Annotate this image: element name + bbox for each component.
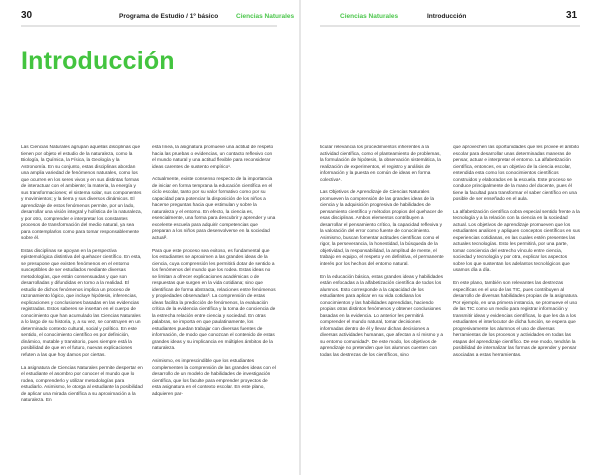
paragraph: La asignatura de Ciencias Naturales permite despertar en el estudiante el asombro por conocer el mundo que lo rodea, comprenderlo y utilizar metodologías para estudiarlo. Asimismo, le otorga al estudiante la posibilidad de aplicar una mirada científica a su aproximación a la naturaleza. En — [21, 365, 143, 404]
text-column-2 — [152, 145, 276, 467]
left-page-number: 30 — [21, 10, 33, 21]
right-subject-header: Ciencias Naturales — [340, 13, 399, 20]
paragraph: ticular relevancia los procedimientos inherentes a la actividad científica, como el planteamiento de problemas, la formulación de hipótesis, la observación sistemática, la realización de experimentos, el registro y análisis de información y la puesta en común de ideas en forma colectiva⁴. — [320, 145, 441, 183]
left-subject-header: Ciencias Naturales — [236, 13, 295, 20]
text-column-1 — [21, 145, 144, 467]
paragraph: Asimismo, es imprescindible que los estudiantes complementen la comprensión de las grandes ideas con el desarrollo de un modelo de habilidades de investigación científica, que los faculte para emprender proyectos de esta asignatura en el contexto escolar. En este plano, adquieren par- — [152, 359, 276, 397]
paragraph: Actualmente, existe consenso respecto de la importancia de iniciar en forma temprana la educación científica en el ciclo escolar, tanto por su valor formativo como por su capacidad para potenciar la disposición de los niños a hacerse preguntas hacia que estimulan y sobre la naturaleza y el entorno. En efecto, la ciencia es, esencialmente, una forma para descubrir y aprender y una excelente escuela para adquirir competencias que preparan a los niños para desenvolverse en la sociedad actual². — [152, 177, 276, 241]
right-running-header: Introducción — [427, 13, 467, 20]
page-title: Introducción — [21, 47, 175, 75]
paragraph: que aprovechen las oportunidades que les provee el ámbito escolar para desarrollar unas determinadas maneras de pensar, actuar e interpretar el entorno. La alfabetización científica, entonces, es un objetivo de la ciencia escolar, entendida esta como los conocimientos científicos construidos y elaborados en la escuela. Este proceso se conduce principalmente de la mano del docente, pues él tiene la facultad para transformar el saber científico en una posible de ser enseñado en el aula. — [453, 145, 579, 202]
right-header-rule — [320, 25, 580, 27]
paragraph: La alfabetización científica cobra especial sentido frente a la tecnología y a la relación con la ciencia en la sociedad actual. Los objetivos de aprendizaje promueven que los estudiantes analicen y apliquen conceptos científicos en sus experiencias cotidianas, en las cuales estén presentes las actuales tecnologías. Esto les permitirá, por una parte, tomar conciencia del estrecho vínculo entre ciencia, sociedad y tecnología y por otra, explicar los aspectos sobre los que sustentan los adelantos tecnológicos que usamos día a día. — [453, 209, 580, 274]
left-running-header: Programa de Estudio / 1º básico — [119, 13, 219, 20]
paragraph: En la educación básica, estas grandes ideas y habilidades están enfocadas a la alfabetización científica de todos los alumnos. Esto corresponde a la capacidad de los estudiantes para aplicar en su vida cotidiana los conocimientos y las habilidades aprendidas, haciendo propias otras distintos fenómenos y obtener conclusiones basadas en la evidencia. Lo anterior les permitirá comprender el mundo natural, tomar decisiones informadas dentro de él y llevar dichas decisiones a diversas actividades humanas, que afectan a sí mismo y a su entorno comunidad⁵. De este modo, los objetivos de aprendizaje no pretenden que los alumnos cuenten con todas las destrezas de los científicos, sino — [320, 274, 444, 358]
left-header-rule — [21, 25, 277, 27]
paragraph: Las Objetivos de Aprendizaje de Ciencias Naturales promueven la comprensión de las grandes ideas de la ciencia y la adquisición progresiva de habilidades de pensamiento científico y métodos propios del quehacer de esas disciplinas. Ambos elementos contribuyen a desarrollar el pensamiento crítico, la capacidad reflexiva y la valoración del error como fuente de conocimiento. Asimismo, buscan fomentar actitudes científicas como el rigor, la perseverancia, la honestidad, la búsqueda de la objetividad, la responsabilidad, la amplitud de mente, el trabajo en equipo, el respeto y en definitiva, el permanente interés por los hechos del entorno natural. — [320, 190, 444, 267]
text-column-3 — [320, 145, 445, 467]
paragraph: Las Ciencias Naturales agrupan aquellas disciplinas que tienen por objeto el estudio de la naturaleza, como la Biología, la Química, la Física, la Geología y la Astronomía. En su conjunto, estas disciplinas abordan una amplia variedad de fenómenos naturales, como los que ocurren en los seres vivos y en sus distintas formas de interactuar con el ambiente; la materia, la energía y sus transformaciones; el sistema solar, sus componentes y movimientos; y la tierra y sus diversos dinámicos. El aprendizaje de estos fenómenos permite, por un lado, desarrollar una visión integral y holística de la naturaleza, y por otro, comprender e interpretar los constantes procesos de transformación del medio natural, ya sea para contemplarlos como para tomar responsablemente sobre él. — [21, 145, 142, 241]
paragraph: Para que este proceso sea exitoso, es fundamental que los estudiantes se aproximen a las grandes ideas de la ciencia, cuya comprensión les permitirá dotar de sentido a los fenómenos del mundo que los rodea. Estas ideas no se limitan a ofrecer explicaciones académicas o de respuestas que surgen en la vida cotidiana; sino que identifican de forma abstracta, relaciones entre fenómenos y propiedades observadas³. La comprensión de estas ideas facilita la predicción de fenómenos, la evaluación crítica de la evidencia científica y la toma de conciencia de la estrecha relación entre ciencia y sociedad. En otras palabras, se importa en que paulatinamente, los estudiantes puedan trabajar con diversas fuentes de información, de modo que conozcan el contenido de estas grandes ideas y su implicancia en múltiples ámbitos de la naturaleza. — [152, 248, 276, 352]
page-gutter — [299, 0, 301, 475]
text-column-4 — [453, 145, 580, 467]
paragraph: esta línea, la asignatura promueve una actitud de respeto hacia las pruebas o evidencias, un contacto reflexivo con el mundo natural y una actitud flexible para reconsiderar ideas carentes de sustento empírico¹. — [152, 145, 274, 170]
paragraph: En este plano, también son relevantes las destrezas específicas en el uso de las TIC, pues contribuyen al desarrollo de diversas habilidades propias de la asignatura. Por ejemplo, en una primera instancia, se promueve el uso de las TIC como un medio para registrar información y transmitir ideas y evidencias científicas, lo que les da a los estudiantes el interlocutor de dicha función, se espera que progresivamente los alumnos el uso de diversas herramientas de los procesos y actividades en todas las etapas del aprendizaje científico. De ese modo, tendrán la posibilidad de internalizar las formas de aprender y pensar asociadas a estas herramientas. — [453, 281, 579, 358]
right-page-number: 31 — [566, 10, 578, 21]
paragraph: Estas disciplinas se apoyan en la perspectiva epistemológica distintiva del quehacer científico. En esta, se presupone que existen fenómenos en el entorno susceptibles de ser estudiados mediante diversas metodologías, que están consensuadas y que son desarrolladas y difundidas en torno a la realidad. El estudio de dichos fenómenos implica un proceso de razonamiento lógico, que incluye hipótesis, inferencias, explicaciones y conclusiones basadas en las evidencias registradas. Estos saberes se insertan en el cuerpo de conocimiento que han acumulado las Ciencias Naturales a lo largo de su historia, y, a su vez, se construyen en un determinado contexto cultural, social y político. En este sentido, el conocimiento científico es por definición, dinámico, mutable y transitorio, pues siempre está la posibilidad de que en el futuro, nuevas explicaciones refuten a las que hoy damos por ciertas. — [21, 248, 142, 358]
